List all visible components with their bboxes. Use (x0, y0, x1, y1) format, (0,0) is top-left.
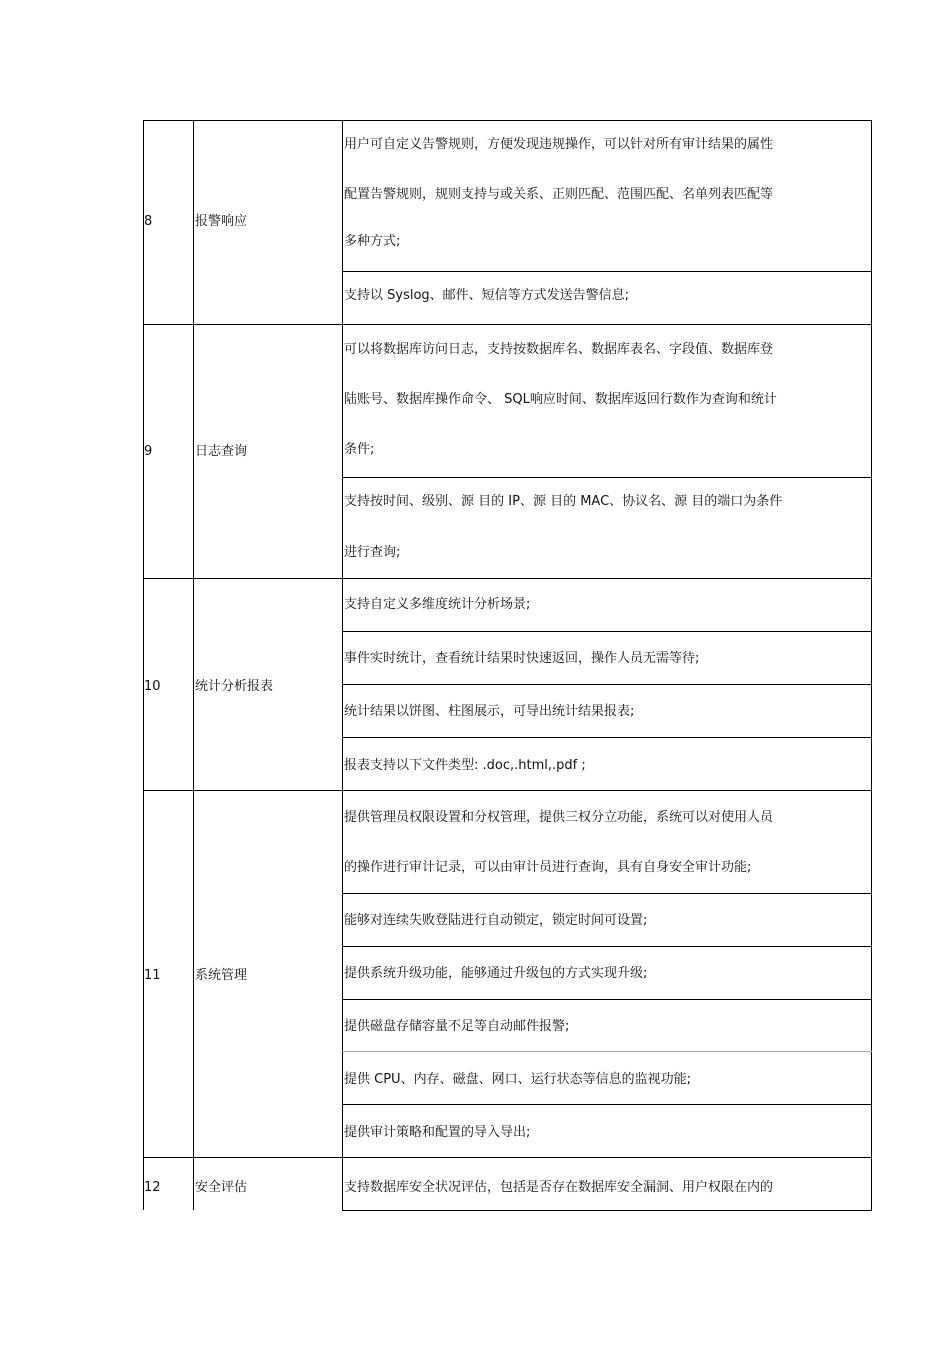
description-line: 进行查询; (344, 545, 401, 560)
subcell-divider (342, 477, 872, 478)
subcell-divider (342, 737, 872, 738)
table-bottom-desc (342, 1210, 872, 1211)
description-line: 提供系统升级功能，能够通过升级包的方式实现升级; (344, 966, 648, 981)
row-divider (143, 1157, 872, 1158)
row-divider (143, 790, 872, 791)
table-border-top (143, 120, 872, 121)
col-divider-num (193, 120, 194, 1210)
row-number: 10 (144, 679, 161, 694)
description-line: 多种方式; (344, 234, 401, 249)
row-number: 11 (144, 968, 161, 983)
row-number: 8 (144, 214, 153, 229)
col-divider-name (342, 120, 343, 1210)
description-line: 提供磁盘存储容量不足等自动邮件报警; (344, 1019, 570, 1034)
feature-name: 日志查询 (195, 444, 248, 459)
row-divider (143, 578, 872, 579)
description-line: 能够对连续失败登陆进行自动锁定，锁定时间可设置; (344, 913, 648, 928)
table-border-left (143, 120, 144, 1210)
subcell-divider (342, 631, 872, 632)
row-divider (143, 324, 872, 325)
row-number: 12 (144, 1180, 161, 1195)
description-line: 用户可自定义告警规则，方便发现违规操作，可以针对所有审计结果的属性 (344, 137, 774, 152)
feature-name: 安全评估 (195, 1180, 248, 1195)
description-line: 提供管理员权限设置和分权管理，提供三权分立功能，系统可以对使用人员 (344, 810, 774, 825)
subcell-divider (342, 893, 872, 894)
description-line: 提供审计策略和配置的导入导出; (344, 1125, 531, 1140)
description-line: 可以将数据库访问日志，支持按数据库名、数据库表名、字段值、数据库登 (344, 342, 774, 357)
feature-name: 系统管理 (195, 968, 248, 983)
description-line: 条件; (344, 442, 375, 457)
description-line: 的操作进行审计记录，可以由审计员进行查询，具有自身安全审计功能; (344, 860, 752, 875)
subcell-divider (342, 999, 872, 1000)
description-line: 配置告警规则，规则支持与或关系、正则匹配、范围匹配、名单列表匹配等 (344, 187, 774, 202)
description-line: 支持按时间、级别、源 目的 IP、源 目的 MAC、协议名、源 目的端口为条件 (344, 494, 783, 509)
subcell-divider (342, 946, 872, 947)
feature-name: 报警响应 (195, 214, 248, 229)
description-line: 统计结果以饼图、柱图展示，可导出统计结果报表; (344, 704, 635, 719)
description-line: 支持自定义多维度统计分析场景; (344, 597, 531, 612)
subcell-divider (342, 1051, 872, 1052)
description-line: 提供 CPU、内存、磁盘、网口、运行状态等信息的监视功能; (344, 1072, 691, 1087)
description-line: 报表支持以下文件类型: .doc,.html,.pdf ; (344, 758, 586, 773)
description-line: 事件实时统计，查看统计结果时快速返回，操作人员无需等待; (344, 651, 700, 666)
subcell-divider (342, 684, 872, 685)
feature-name: 统计分析报表 (195, 679, 274, 694)
description-line: 支持以 Syslog、邮件、短信等方式发送告警信息; (344, 288, 630, 303)
row-number: 9 (144, 444, 153, 459)
subcell-divider (342, 1104, 872, 1105)
description-line: 支持数据库安全状况评估，包括是否存在数据库安全漏洞、用户权限在内的 (344, 1180, 774, 1195)
description-line: 陆账号、数据库操作命令、 SQL响应时间、数据库返回行数作为查询和统计 (344, 392, 777, 407)
table-border-right (871, 120, 872, 1211)
subcell-divider (342, 271, 872, 272)
